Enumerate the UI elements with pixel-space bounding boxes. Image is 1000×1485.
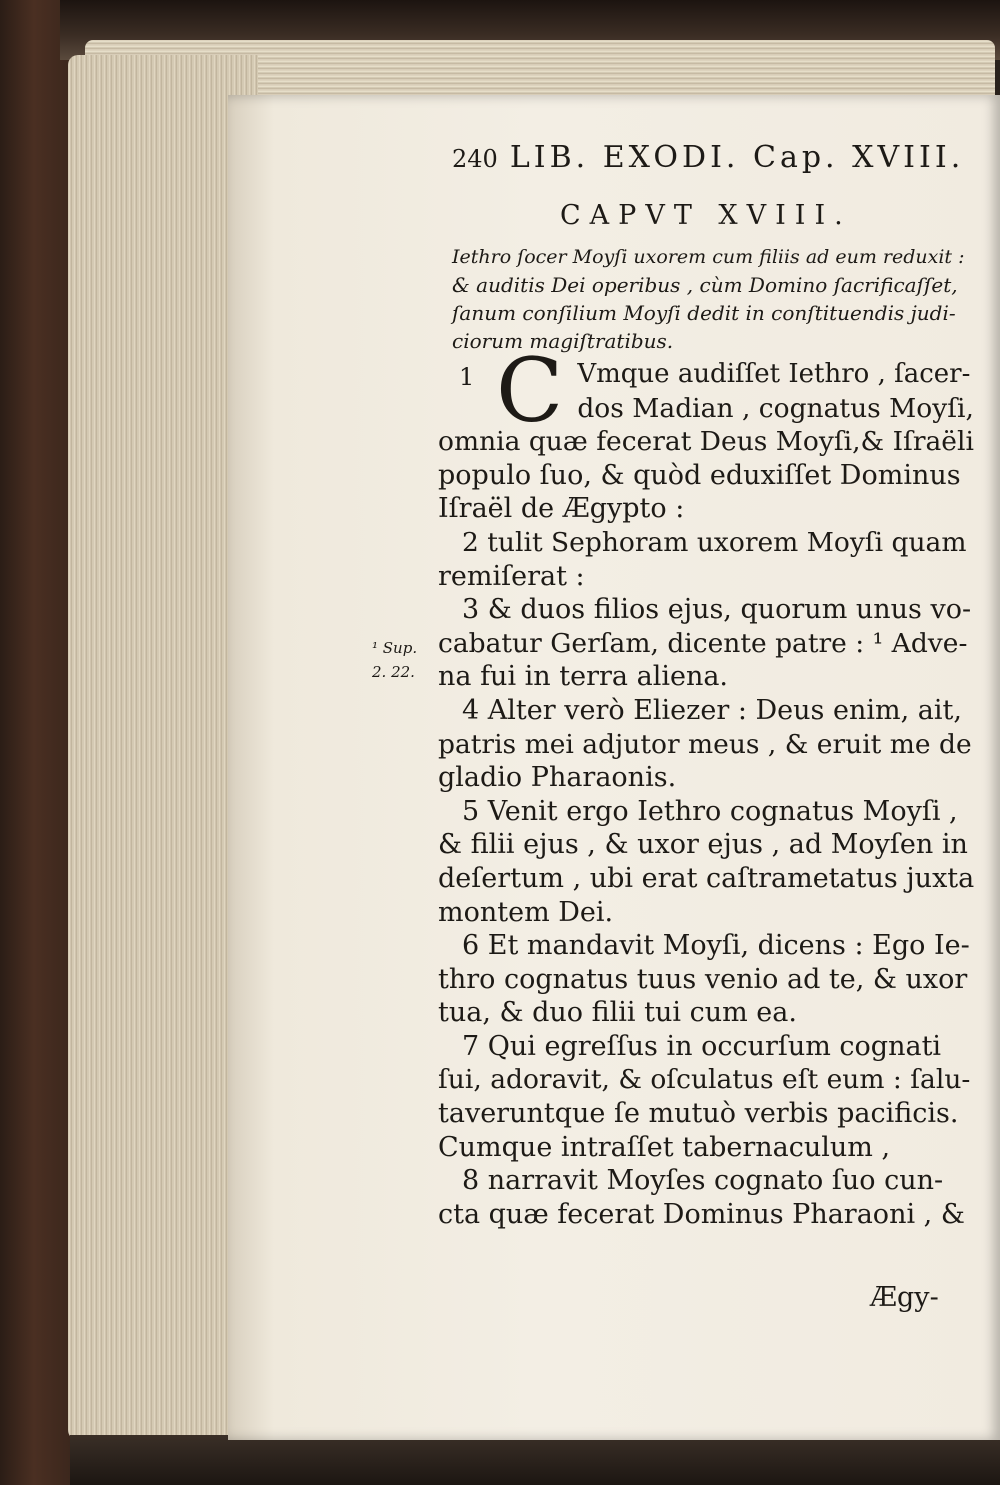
text-line: thro cognatus tuus venio ad te, & uxor xyxy=(438,963,968,995)
catchword: Ægy- xyxy=(870,1282,939,1313)
text-line: dos Madian , cognatus Moyſi, xyxy=(577,392,974,424)
text-line: cabatur Gerſam, dicente patre : ¹ Adve- xyxy=(438,627,968,659)
verse-number: 1 xyxy=(459,363,475,391)
page-number: 240 xyxy=(452,145,498,173)
summary-line: ſanum conſilium Moyſi dedit in conſtituendis judi- xyxy=(452,301,956,325)
text-line: populo ſuo, & quòd eduxiſſet Dominus xyxy=(438,459,961,491)
running-head xyxy=(452,140,972,175)
marginal-note-reference: ¹ Sup. xyxy=(372,639,418,657)
text-line: deſertum , ubi erat caſtrametatus juxta xyxy=(438,862,975,894)
running-head-title: LIB. EXODI. Cap. XVIII. xyxy=(509,140,965,175)
text-line: Iſraël de Ægypto : xyxy=(438,493,685,525)
text-line: Vmque audiſſet Iethro , ſacer- xyxy=(577,359,971,389)
marginal-note-verse: 2. 22. xyxy=(372,663,415,681)
text-line: remiſerat : xyxy=(438,560,585,592)
text-line: 6 Et mandavit Moyſi, dicens : Ego Ie- xyxy=(462,930,970,962)
drop-cap: C xyxy=(496,339,564,442)
book-bottom-shadow xyxy=(70,1435,1000,1485)
text-line: tua, & duo filii tui cum ea. xyxy=(438,997,797,1029)
summary-line: & auditis Dei operibus , cùm Domino ſacrificaſſet, xyxy=(452,273,958,297)
text-line: 5 Venit ergo Iethro cognatus Moyſi , xyxy=(462,795,958,827)
chapter-title: CAPVT XVIII. xyxy=(560,200,852,231)
text-line: omnia quæ fecerat Deus Moyſi,& Iſraëli xyxy=(438,426,974,458)
text-line: 8 narravit Moyſes cognato ſuo cun- xyxy=(462,1165,944,1197)
book-cover-left xyxy=(0,0,75,1485)
text-line: 2 tulit Sephoram uxorem Moyſi quam xyxy=(462,526,967,558)
text-line: ſui, adoravit, & oſculatus eſt eum : ſalu- xyxy=(438,1064,971,1096)
text-line: Cumque intraſſet tabernaculum , xyxy=(438,1131,891,1163)
text-line: & filii ejus , & uxor ejus , ad Moyſen in xyxy=(438,829,968,861)
summary-line: Iethro ſocer Moyſi uxorem cum filiis ad eum reduxit : xyxy=(452,246,965,268)
text-line: montem Dei. xyxy=(438,896,614,928)
text-line: patris mei adjutor meus , & eruit me de xyxy=(438,728,972,760)
text-line: 7 Qui egreſſus in occurſum cognati xyxy=(462,1030,942,1062)
text-line: cta quæ fecerat Dominus Pharaoni , & xyxy=(438,1198,965,1230)
text-line: na fui in terra aliena. xyxy=(438,661,729,693)
text-line: 4 Alter verò Eliezer : Deus enim, ait, xyxy=(462,694,962,726)
text-line: gladio Pharaonis. xyxy=(438,762,677,794)
summary-line: ciorum magiſtratibus. xyxy=(452,329,674,353)
text-line: taveruntque ſe mutuò verbis pacificis. xyxy=(438,1098,959,1130)
marginal-note xyxy=(372,636,436,684)
text-line: 3 & duos filios ejus, quorum unus vo- xyxy=(462,594,972,626)
